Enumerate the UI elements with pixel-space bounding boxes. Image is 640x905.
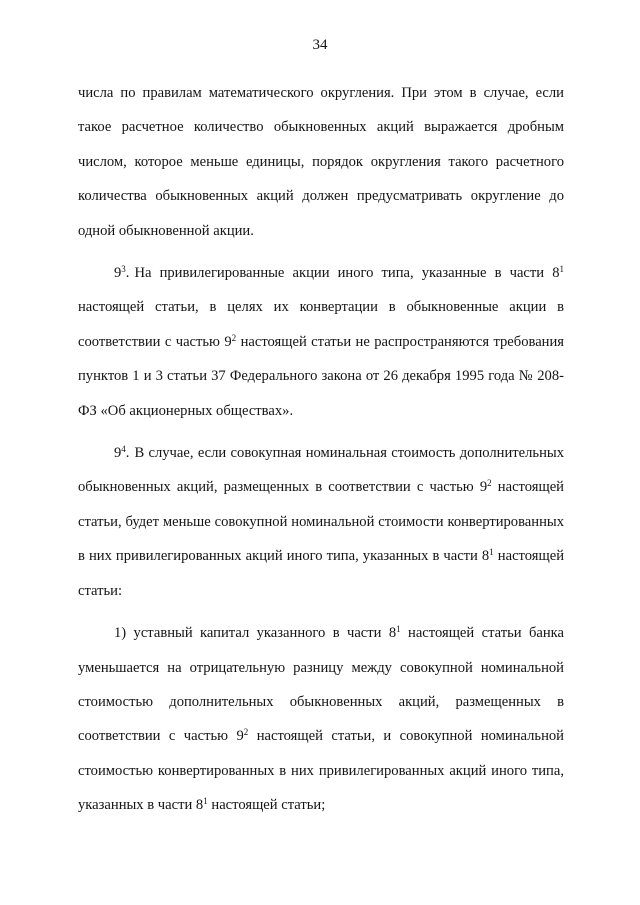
paragraph-text: 1) уставный капитал указанного в части 8 xyxy=(114,625,397,642)
paragraph-9-4 xyxy=(78,436,564,608)
paragraph-text: настоящей статьи банка уменьшается на отрицательную разницу между совокупной номинальной стоимостью дополнительных обыкновенных акций, размещенных в соответствии с частью 9 xyxy=(78,625,565,745)
document-body xyxy=(78,76,564,831)
superscript: 1 xyxy=(396,624,401,635)
superscript: 2 xyxy=(487,478,492,489)
paragraph-text: настоящей статьи, будет меньше совокупной номинальной стоимости конвертированных в них привилегированных акций иного типа, указанных в части 8 xyxy=(78,479,564,565)
paragraph-continuation xyxy=(78,76,564,248)
page-number: 34 xyxy=(312,37,328,53)
paragraph-text: числа по правилам математического округления. При этом в случае, если такое расчетное количество обыкновенных акций выражается дробным числом, которое меньше единицы, порядок округления такого расчетного количества обыкновенных акций должен предусматривать округление до одной обыкновенной акции. xyxy=(78,85,564,239)
superscript: 2 xyxy=(243,727,249,738)
paragraph-text: На привилегированные акции иного типа, указанные в части 8 xyxy=(134,265,560,282)
paragraph-text: В случае, если совокупная номинальная стоимость дополнительных обыкновенных акций, размещенных в соответствии с частью 9 xyxy=(78,445,564,496)
paragraph-9-3 xyxy=(78,256,564,428)
paragraph-text: настоящей статьи не распространяются требования пунктов 1 и 3 статьи 37 Федерального закона от 26 декабря 1995 года № 208-ФЗ «Об акционерных обществах». xyxy=(78,333,564,419)
superscript: 2 xyxy=(231,332,237,343)
paragraph-text: настоящей статьи; xyxy=(207,797,326,814)
superscript: 1 xyxy=(559,264,564,275)
paragraph-number: $9^3$. xyxy=(114,264,130,282)
superscript: 1 xyxy=(203,796,208,807)
paragraph-text: настоящей статьи: xyxy=(78,548,564,599)
superscript: 1 xyxy=(489,547,494,558)
paragraph-text: настоящей статьи, в целях их конвертации в обыкновенные акции в соответствии с частью 9 xyxy=(78,299,564,350)
paragraph-number: $9^4$. xyxy=(114,444,130,462)
list-item-1 xyxy=(78,616,564,822)
paragraph-text: настоящей статьи, и совокупной номинальной стоимостью конвертированных в них привилегированных акций иного типа, указанных в части 8 xyxy=(78,728,564,814)
